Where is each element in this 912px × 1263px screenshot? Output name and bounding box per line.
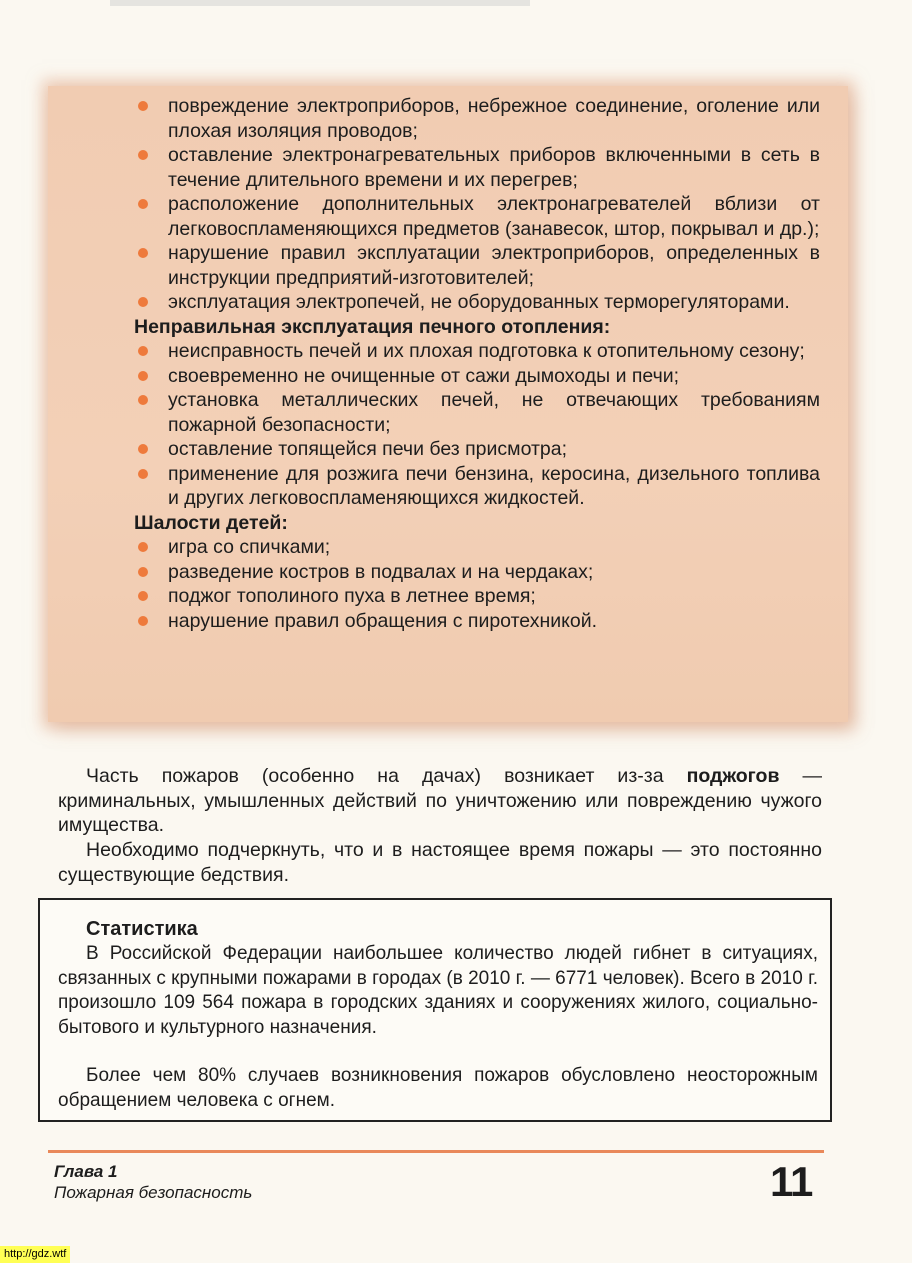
list-item: игра со спичками; [134, 535, 820, 560]
bullet-icon [138, 591, 148, 601]
statistics-paragraph-2: Более чем 80% случаев возникновения пожаров обусловлено неосторожным обращением человека с огнем. [58, 1065, 818, 1111]
arson-paragraph: Часть пожаров (особенно на дачах) возникает из-за поджогов — криминальных, умышленных действий по уничтожению или повреждению чужого имущества. [58, 765, 822, 836]
list-item: повреждение электроприборов, небрежное соединение, оголение или плохая изоляция проводов; [134, 94, 820, 143]
list-item: поджог тополиного пуха в летнее время; [134, 584, 820, 609]
list-item: эксплуатация электропечей, не оборудованных терморегуляторами. [134, 290, 820, 315]
arson-term: поджогов [686, 765, 780, 787]
children-heading: Шалости детей: [134, 511, 288, 534]
list-item: своевременно не очищенные от сажи дымоходы и печи; [134, 364, 820, 389]
bullet-icon [138, 616, 148, 626]
bullet-icon [138, 248, 148, 258]
bullet-icon [138, 346, 148, 356]
bullet-icon [138, 199, 148, 209]
causes-panel [48, 86, 848, 722]
bullet-icon [138, 101, 148, 111]
children-causes-list [134, 535, 820, 633]
scan-top-strip [110, 0, 530, 6]
bullet-icon [138, 371, 148, 381]
electrical-causes-list [134, 94, 820, 315]
footer-divider [48, 1150, 824, 1153]
list-item: установка металлических печей, не отвечающих требованиям пожарной безопасности; [134, 388, 820, 437]
page-number: 11 [770, 1158, 813, 1205]
stove-causes-list [134, 339, 820, 511]
watermark-link[interactable]: http://gdz.wtf [0, 1246, 70, 1263]
statistics-box [38, 898, 832, 1122]
emphasis-paragraph: Необходимо подчеркнуть, что и в настоящее время пожары — это постоянно существующие бедствия. [58, 839, 822, 886]
list-item: оставление электронагревательных приборов включенными в сеть в течение длительного времени и их перегрев; [134, 143, 820, 192]
list-item: неисправность печей и их плохая подготовка к отопительному сезону; [134, 339, 820, 364]
statistics-title: Статистика [86, 918, 198, 940]
bullet-icon [138, 444, 148, 454]
list-item: нарушение правил обращения с пиротехникой. [134, 609, 820, 634]
bullet-icon [138, 150, 148, 160]
bullet-icon [138, 469, 148, 479]
bullet-icon [138, 567, 148, 577]
bullet-icon [138, 297, 148, 307]
list-item: оставление топящейся печи без присмотра; [134, 437, 820, 462]
list-item: расположение дополнительных электронагревателей вблизи от легковоспламеняющихся предметов (занавесок, штор, покрывал и др.); [134, 192, 820, 241]
bullet-icon [138, 542, 148, 552]
bullet-icon [138, 395, 148, 405]
statistics-paragraph-1: В Российской Федерации наибольшее количество людей гибнет в ситуациях, связанных с крупными пожарами в городах (в 2010 г. — 6771 человек). Всего в 2010 г. произошло 109 564 пожара в городских зданиях и сооружениях жилого, социально-бытового и культурного назначения. [58, 943, 818, 1038]
list-item: нарушение правил эксплуатации электроприборов, определенных в инструкции предприятий-изготовителей; [134, 241, 820, 290]
list-item: разведение костров в подвалах и на чердаках; [134, 560, 820, 585]
causes-content [134, 94, 820, 633]
stove-heating-heading: Неправильная эксплуатация печного отопления: [134, 315, 611, 338]
footer-section-title: Пожарная безопасность [54, 1183, 253, 1202]
footer-chapter: Глава 1 [54, 1162, 118, 1181]
list-item: применение для розжига печи бензина, керосина, дизельного топлива и других легковоспламеняющихся жидкостей. [134, 462, 820, 511]
